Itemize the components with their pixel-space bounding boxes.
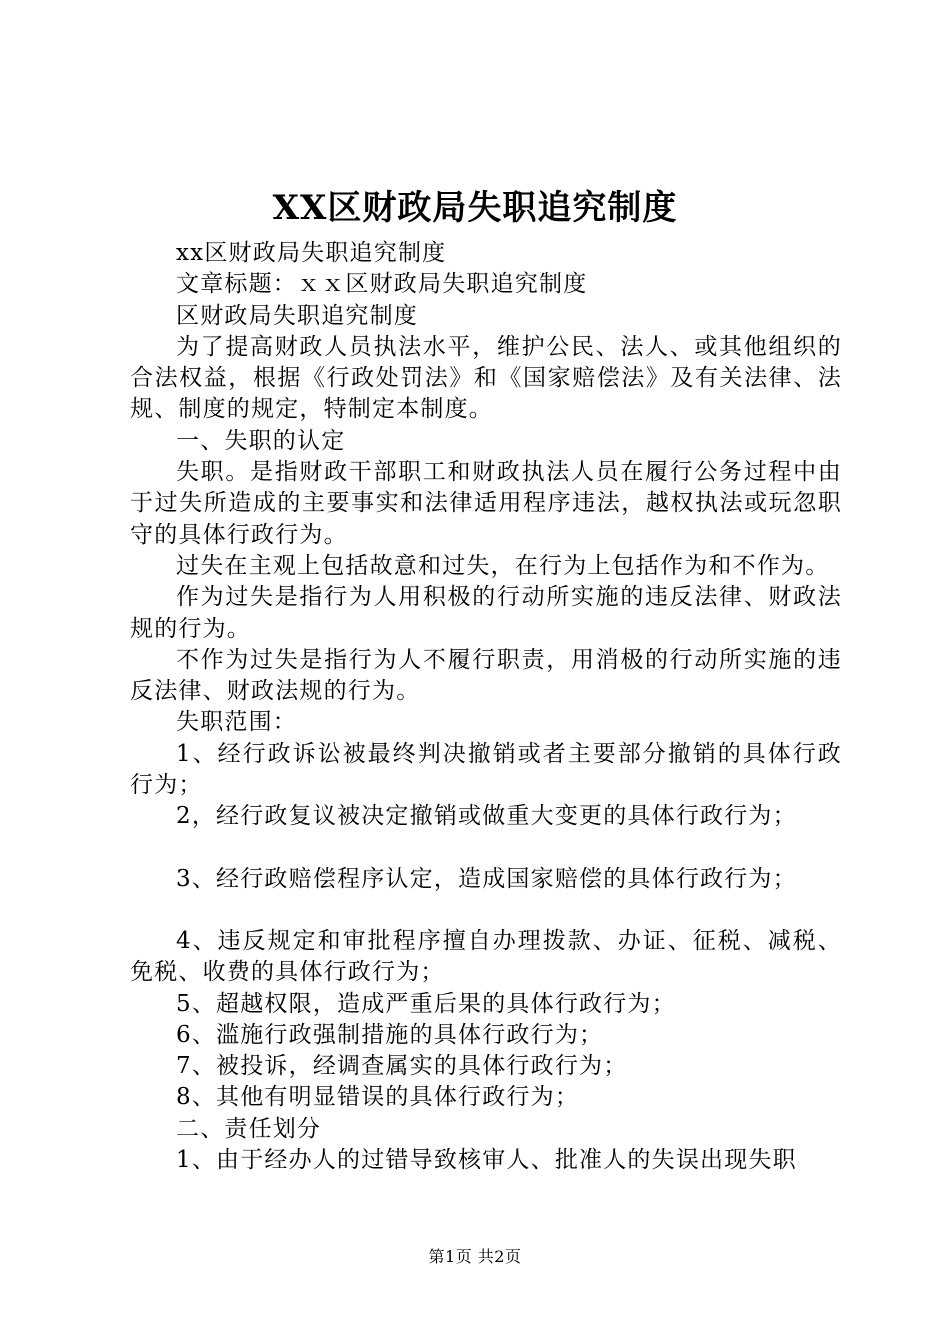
list-item: 8、其他有明显错误的具体行政行为； (176, 1084, 580, 1111)
section-heading: 二、责任划分 (176, 1115, 322, 1142)
list-item: 1、由于经办人的过错导致核审人、批准人的失误出现失职 (176, 1147, 797, 1174)
paragraph: 区财政局失职追究制度 (176, 302, 418, 329)
list-item: 1、经行政诉讼被最终判决撤销或者主要部分撤销的具体行政行为； (130, 740, 842, 799)
paragraph: 不作为过失是指行为人不履行职责，用消极的行动所实施的违反法律、财政法规的行为。 (130, 646, 842, 705)
list-item: 5、超越权限，造成严重后果的具体行政行为； (176, 990, 676, 1017)
list-item: 4、违反规定和审批程序擅自办理拨款、办证、征税、减税、免税、收费的具体行政行为； (130, 927, 842, 986)
list-item: 7、被投诉，经调查属实的具体行政行为； (176, 1053, 628, 1080)
section-heading: 一、失职的认定 (176, 427, 346, 454)
page-footer: 第1页 共2页 (428, 1247, 522, 1266)
document-body (130, 238, 842, 1176)
paragraph: 过失在主观上包括故意和过失，在行为上包括作为和不作为。 (176, 552, 830, 579)
paragraph: 文章标题：ｘｘ区财政局失职追究制度 (176, 271, 588, 298)
paragraph: 为了提高财政人员执法水平，维护公民、法人、或其他组织的合法权益，根据《行政处罚法》和《国家赔偿法》及有关法律、法规、制度的规定，特制定本制度。 (130, 333, 842, 423)
paragraph: 失职。是指财政干部职工和财政执法人员在履行公务过程中由于过失所造成的主要事实和法律适用程序违法，越权执法或玩忽职守的具体行政行为。 (130, 459, 842, 548)
paragraph: xx区财政局失职追究制度 (176, 240, 447, 266)
paragraph: 失职范围： (176, 709, 297, 736)
list-item: 2，经行政复议被决定撤销或做重大变更的具体行政行为； (176, 803, 797, 830)
list-item: 6、滥施行政强制措施的具体行政行为； (176, 1021, 604, 1048)
list-item: 3、经行政赔偿程序认定，造成国家赔偿的具体行政行为； (176, 865, 797, 892)
document-title: XX区财政局失职追究制度 (272, 188, 678, 228)
paragraph: 作为过失是指行为人用积极的行动所实施的违反法律、财政法规的行为。 (130, 584, 842, 642)
